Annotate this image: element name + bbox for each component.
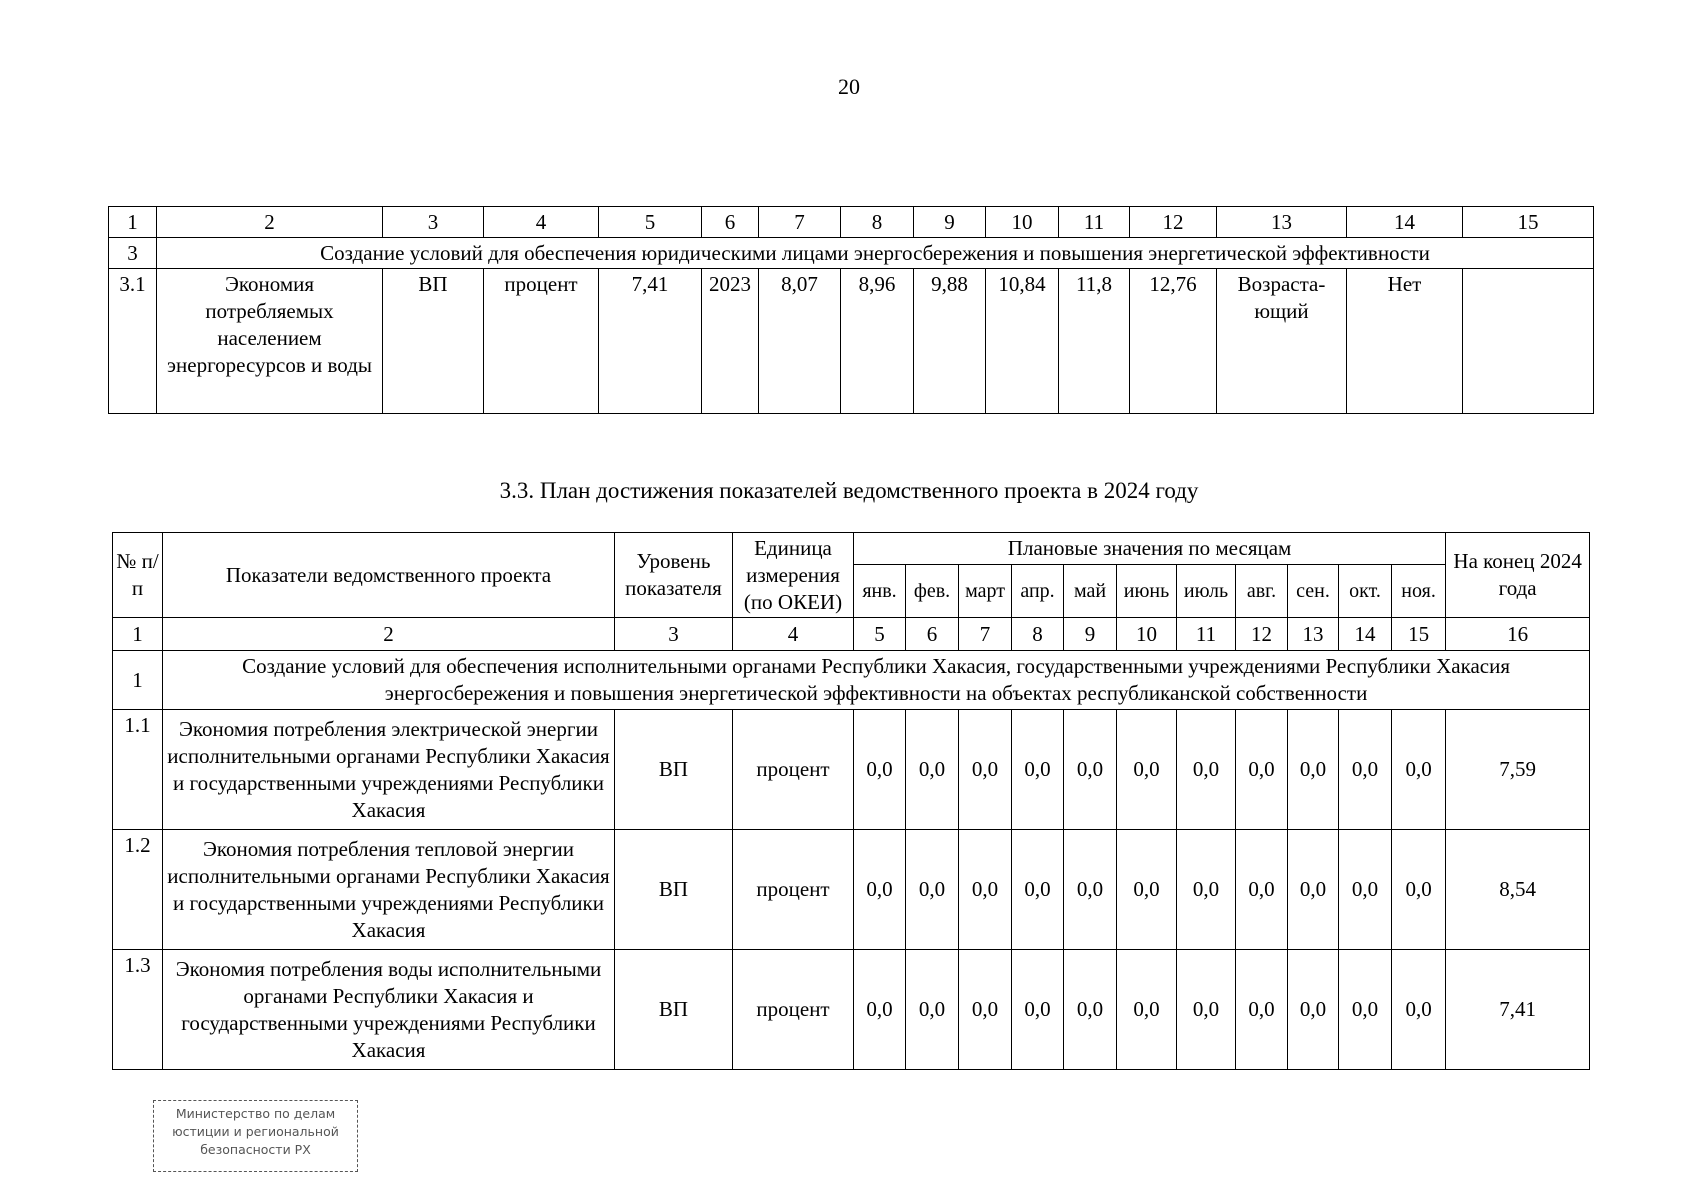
header-month: сен. <box>1288 565 1339 618</box>
section-title: Создание условий для обеспечения юридическими лицами энергосбережения и повышения энергетической эффективности <box>157 238 1594 269</box>
month-value: 0,0 <box>959 830 1012 950</box>
indicator-level: ВП <box>383 269 484 414</box>
column-number: 5 <box>599 207 702 238</box>
column-number: 6 <box>906 618 959 651</box>
section-row <box>109 238 1594 269</box>
stamp-line: юстиции и региональной <box>172 1124 339 1139</box>
column-number: 11 <box>1177 618 1236 651</box>
month-value: 0,0 <box>1117 950 1177 1070</box>
year-value: 8,07 <box>759 269 841 414</box>
column-number: 14 <box>1347 207 1463 238</box>
month-value: 0,0 <box>1288 950 1339 1070</box>
header-row <box>113 533 1590 565</box>
month-value: 0,0 <box>1177 950 1236 1070</box>
column-number: 8 <box>1012 618 1064 651</box>
column-number: 8 <box>841 207 914 238</box>
header-unit: Единица измерения (по ОКЕИ) <box>733 533 854 618</box>
header-month: июль <box>1177 565 1236 618</box>
month-value: 0,0 <box>1064 830 1117 950</box>
year-value: 11,8 <box>1059 269 1130 414</box>
column-number: 2 <box>163 618 615 651</box>
stamp-line: безопасности РХ <box>200 1142 311 1157</box>
column-number-row <box>113 618 1590 651</box>
column-number: 5 <box>854 618 906 651</box>
month-value: 0,0 <box>1339 950 1392 1070</box>
year-end-value: 7,41 <box>1446 950 1590 1070</box>
header-month: апр. <box>1012 565 1064 618</box>
month-value: 0,0 <box>854 950 906 1070</box>
month-value: 0,0 <box>1064 710 1117 830</box>
month-value: 0,0 <box>1236 710 1288 830</box>
page-number: 20 <box>838 74 860 99</box>
column-number: 3 <box>383 207 484 238</box>
month-value: 0,0 <box>906 710 959 830</box>
indicator-name: Экономия потребляемых населением энергоресурсов и воды <box>157 269 383 414</box>
indicators-table-continued <box>108 206 1594 414</box>
month-value: 0,0 <box>906 830 959 950</box>
header-level: Уровень показателя <box>615 533 733 618</box>
month-value: 0,0 <box>854 830 906 950</box>
indicator-name: Экономия потребления воды исполнительными органами Республики Хакасия и государственными учреждениями Республики Хакасия <box>163 950 615 1070</box>
column-number: 11 <box>1059 207 1130 238</box>
column-number: 9 <box>914 207 986 238</box>
month-value: 0,0 <box>1177 710 1236 830</box>
table-row <box>113 710 1590 830</box>
stamp-line: Министерство по делам <box>175 1106 336 1121</box>
column-number: 15 <box>1392 618 1446 651</box>
month-value: 0,0 <box>1117 710 1177 830</box>
column-number-row <box>109 207 1594 238</box>
column-number: 9 <box>1064 618 1117 651</box>
month-value: 0,0 <box>854 710 906 830</box>
column-number: 1 <box>109 207 157 238</box>
year-value: 12,76 <box>1130 269 1217 414</box>
ministry-stamp <box>153 1100 358 1172</box>
column-number: 10 <box>1117 618 1177 651</box>
month-value: 0,0 <box>1339 710 1392 830</box>
section-number: 3 <box>109 238 157 269</box>
column-number: 13 <box>1217 207 1347 238</box>
header-no: № п/п <box>113 533 163 618</box>
unit: процент <box>733 710 854 830</box>
header-month: июнь <box>1117 565 1177 618</box>
unit: процент <box>733 830 854 950</box>
column-number: 12 <box>1130 207 1217 238</box>
column-number: 6 <box>702 207 759 238</box>
header-indicator: Показатели ведомственного проекта <box>163 533 615 618</box>
row-number: 3.1 <box>109 269 157 414</box>
row-number: 1.3 <box>113 950 163 1070</box>
row-number: 1.1 <box>113 710 163 830</box>
month-value: 0,0 <box>1339 830 1392 950</box>
column-number: 7 <box>759 207 841 238</box>
column-number: 10 <box>986 207 1059 238</box>
month-value: 0,0 <box>1288 830 1339 950</box>
month-value: 0,0 <box>1392 950 1446 1070</box>
month-value: 0,0 <box>1012 710 1064 830</box>
year-value: 8,96 <box>841 269 914 414</box>
column-number: 15 <box>1463 207 1594 238</box>
table-row <box>109 269 1594 414</box>
column-number: 2 <box>157 207 383 238</box>
column-number: 4 <box>733 618 854 651</box>
header-monthly: Плановые значения по месяцам <box>854 533 1446 565</box>
indicator-level: ВП <box>615 950 733 1070</box>
table-row <box>113 950 1590 1070</box>
column-number: 14 <box>1339 618 1392 651</box>
header-month: янв. <box>854 565 906 618</box>
header-year-end: На конец 2024 года <box>1446 533 1590 618</box>
month-value: 0,0 <box>1012 950 1064 1070</box>
column-number: 16 <box>1446 618 1590 651</box>
section-row <box>113 651 1590 710</box>
column-number: 13 <box>1288 618 1339 651</box>
header-month: март <box>959 565 1012 618</box>
month-value: 0,0 <box>1236 950 1288 1070</box>
base-year: 2023 <box>702 269 759 414</box>
trend: Возраста-ющий <box>1217 269 1347 414</box>
row-number: 1.2 <box>113 830 163 950</box>
column-number: 12 <box>1236 618 1288 651</box>
year-end-value: 8,54 <box>1446 830 1590 950</box>
indicator-name: Экономия потребления электрической энергии исполнительными органами Республики Хакасия и государственными учреждениями Республики Хакасия <box>163 710 615 830</box>
year-end-value: 7,59 <box>1446 710 1590 830</box>
month-value: 0,0 <box>1117 830 1177 950</box>
monthly-plan-table <box>112 532 1590 1070</box>
indicator-level: ВП <box>615 830 733 950</box>
base-value: 7,41 <box>599 269 702 414</box>
empty-cell <box>1463 269 1594 414</box>
column-number: 1 <box>113 618 163 651</box>
month-value: 0,0 <box>1177 830 1236 950</box>
section-number: 1 <box>113 651 163 710</box>
table-row <box>113 830 1590 950</box>
year-value: 10,84 <box>986 269 1059 414</box>
unit: процент <box>484 269 599 414</box>
header-month: май <box>1064 565 1117 618</box>
header-month: ноя. <box>1392 565 1446 618</box>
month-value: 0,0 <box>1236 830 1288 950</box>
month-value: 0,0 <box>1064 950 1117 1070</box>
indicator-level: ВП <box>615 710 733 830</box>
month-value: 0,0 <box>1012 830 1064 950</box>
year-value: 9,88 <box>914 269 986 414</box>
column-number: 3 <box>615 618 733 651</box>
indicator-name: Экономия потребления тепловой энергии исполнительными органами Республики Хакасия и государственными учреждениями Республики Хакасия <box>163 830 615 950</box>
month-value: 0,0 <box>959 710 1012 830</box>
column-number: 7 <box>959 618 1012 651</box>
header-month: окт. <box>1339 565 1392 618</box>
header-month: фев. <box>906 565 959 618</box>
month-value: 0,0 <box>1392 710 1446 830</box>
section-title: Создание условий для обеспечения исполнительными органами Республики Хакасия, государственными учреждениями Республики Хакасия энергосбережения и повышения энергетической эффективности на объектах республиканской собственности <box>163 651 1590 710</box>
header-month: авг. <box>1236 565 1288 618</box>
column-number: 4 <box>484 207 599 238</box>
month-value: 0,0 <box>906 950 959 1070</box>
month-value: 0,0 <box>1288 710 1339 830</box>
unit: процент <box>733 950 854 1070</box>
cumulative-flag: Нет <box>1347 269 1463 414</box>
month-value: 0,0 <box>959 950 1012 1070</box>
month-value: 0,0 <box>1392 830 1446 950</box>
section-heading: 3.3. План достижения показателей ведомственного проекта в 2024 году <box>499 478 1199 503</box>
